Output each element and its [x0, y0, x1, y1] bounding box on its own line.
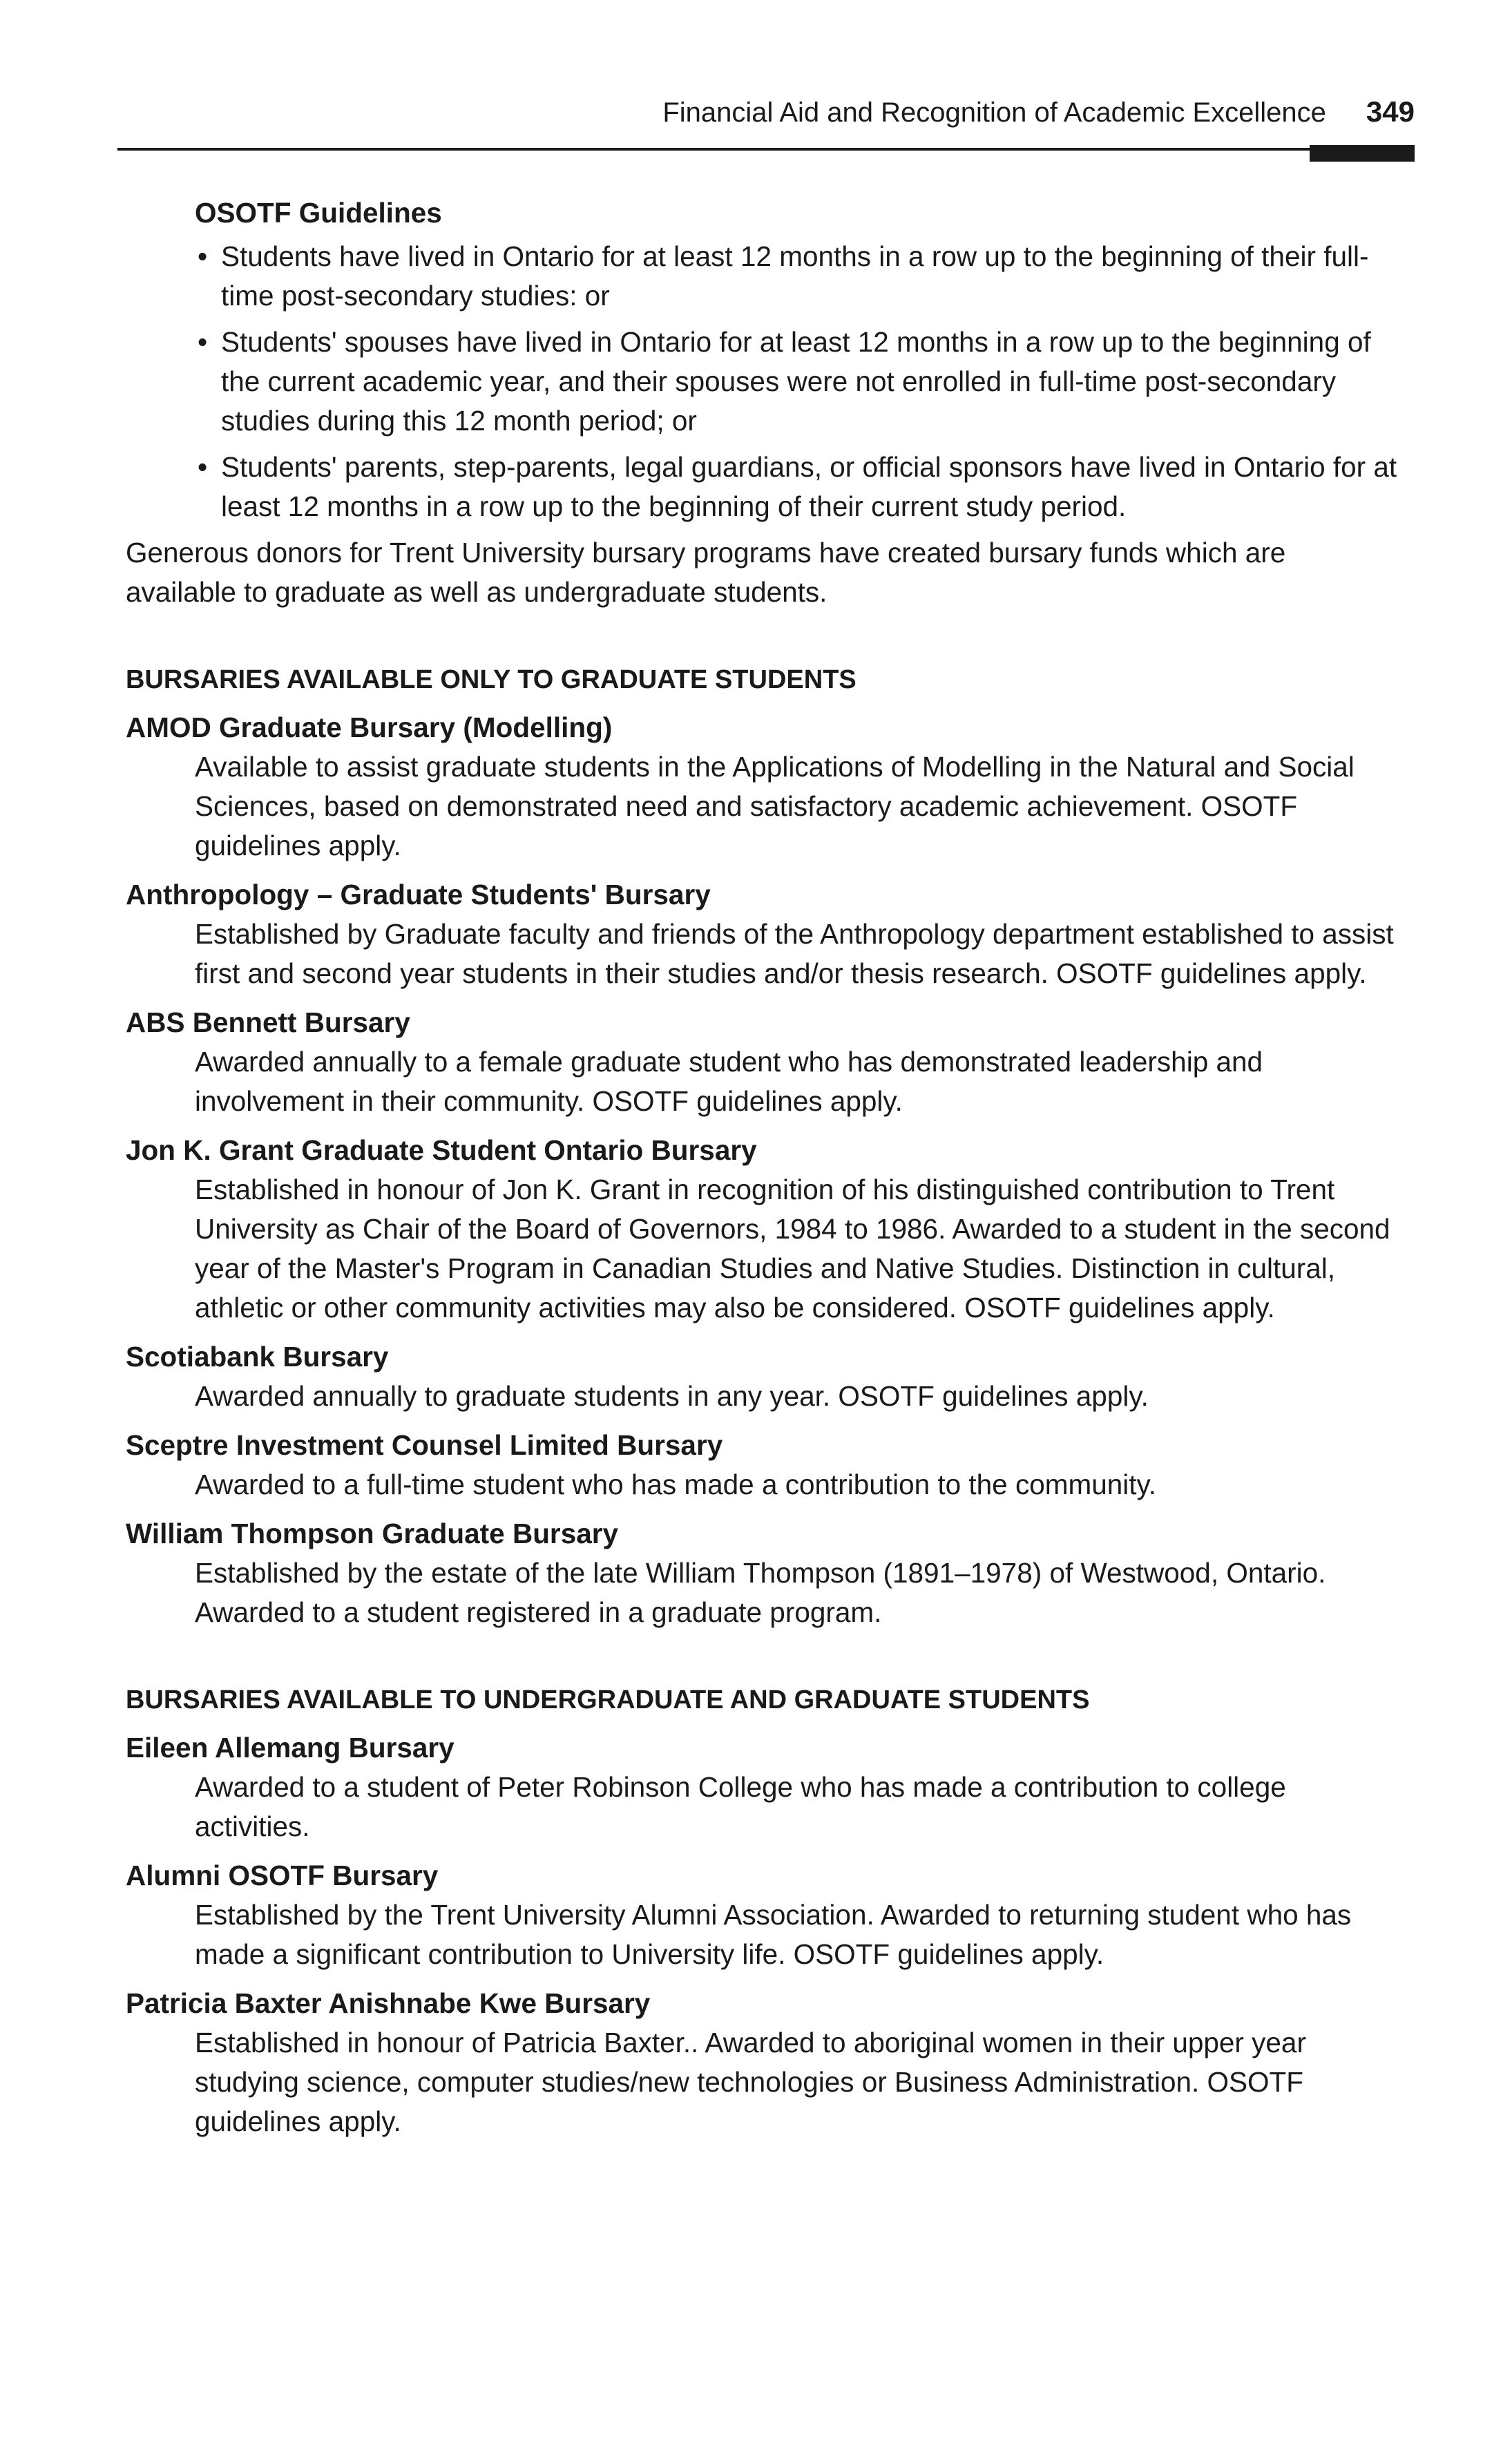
- bursary-name: Sceptre Investment Counsel Limited Bursary: [126, 1429, 723, 1461]
- bursary-description: Established in honour of Jon K. Grant in recognition of his distinguished contribution to Trent University as Chair of the Board of Governors, 1984 to 1986. Awarded to a student in the second year of the Master's Program in Canadian Studies and Native Studies. Distinction in cultural, athletic or other community activities may also be considered. OSOTF guidelines apply.: [195, 1174, 1390, 1323]
- running-head: [117, 95, 1415, 128]
- bullet-marker: •: [198, 451, 208, 483]
- bursary-name: Eileen Allemang Bursary: [126, 1732, 454, 1764]
- bursary-description: Established by Graduate faculty and friends of the Anthropology department established to assist first and second year students in their studies and/or thesis research. OSOTF guidelines apply.: [195, 918, 1394, 989]
- osotf-item: [195, 448, 1404, 526]
- bursary-entry: [126, 1514, 1404, 1632]
- bursary-name: William Thompson Graduate Bursary: [126, 1518, 619, 1549]
- bursary-name: Jon K. Grant Graduate Student Ontario Bursary: [126, 1134, 757, 1166]
- bullet-marker: •: [198, 326, 208, 358]
- bursary-name: AMOD Graduate Bursary (Modelling): [126, 711, 613, 743]
- osotf-item: [195, 323, 1404, 441]
- header-rule: [117, 148, 1415, 151]
- page-body: [126, 193, 1404, 2151]
- bursary-description: Established by the Trent University Alumni Association. Awarded to returning student who has made a significant contribution to University life. OSOTF guidelines apply.: [195, 1899, 1352, 1970]
- bursary-description: Awarded to a student of Peter Robinson College who has made a contribution to college activities.: [195, 1771, 1286, 1842]
- bursary-description: Awarded annually to a female graduate student who has demonstrated leadership and involvement in their community. OSOTF guidelines apply.: [195, 1046, 1263, 1117]
- bursary-description: Established in honour of Patricia Baxter.. Awarded to aboriginal women in their upper year studying science, computer studies/new technologies or Business Administration. OSOTF guidelines apply.: [195, 2027, 1306, 2137]
- intro-paragraph: Generous donors for Trent University bursary programs have created bursary funds which are available to graduate as well as undergraduate students.: [126, 537, 1286, 608]
- bursary-entry: [126, 1426, 1404, 1504]
- osotf-item: [195, 237, 1404, 316]
- bursary-entry: [126, 1131, 1404, 1328]
- osotf-heading: OSOTF Guidelines: [195, 197, 442, 229]
- osotf-item-text: Students have lived in Ontario for at least 12 months in a row up to the beginning of their full-time post-secondary studies: or: [221, 240, 1369, 312]
- header-rule-tab: [1310, 145, 1415, 162]
- section-heading-undergrad-grad: BURSARIES AVAILABLE TO UNDERGRADUATE AND GRADUATE STUDENTS: [126, 1685, 1090, 1714]
- bursary-entry: [126, 1003, 1404, 1121]
- bursary-name: Anthropology – Graduate Students' Bursary: [126, 879, 711, 910]
- bursary-entry: [126, 1728, 1404, 1846]
- osotf-item-text: Students' spouses have lived in Ontario for at least 12 months in a row up to the beginning of the current academic year, and their spouses were not enrolled in full-time post-secondary studies during this 12 month period; or: [221, 326, 1371, 437]
- bursary-description: Established by the estate of the late William Thompson (1891–1978) of Westwood, Ontario. Awarded to a student registered in a graduate program.: [195, 1557, 1326, 1628]
- bursary-description: Awarded to a full-time student who has made a contribution to the community.: [195, 1469, 1156, 1500]
- bursary-description: Awarded annually to graduate students in any year. OSOTF guidelines apply.: [195, 1380, 1149, 1412]
- bullet-marker: •: [198, 240, 208, 272]
- bursary-entry: [126, 1984, 1404, 2141]
- bursary-entry: [126, 875, 1404, 993]
- bursary-name: ABS Bennett Bursary: [126, 1006, 410, 1038]
- running-title: Financial Aid and Recognition of Academic Excellence: [662, 97, 1326, 128]
- bursary-name: Scotiabank Bursary: [126, 1341, 389, 1373]
- bursary-name: Patricia Baxter Anishnabe Kwe Bursary: [126, 1987, 651, 2019]
- bursary-name: Alumni OSOTF Bursary: [126, 1860, 439, 1891]
- bursary-entry: [126, 1337, 1404, 1416]
- osotf-list: [126, 237, 1404, 526]
- bursary-entry: [126, 1856, 1404, 1974]
- page-number: 349: [1366, 95, 1415, 128]
- osotf-item-text: Students' parents, step-parents, legal guardians, or official sponsors have lived in Ontario for at least 12 months in a row up to the beginning of their current study period.: [221, 451, 1397, 522]
- bursary-entry: [126, 708, 1404, 866]
- section-heading-graduate: BURSARIES AVAILABLE ONLY TO GRADUATE STUDENTS: [126, 665, 857, 694]
- bursary-description: Available to assist graduate students in the Applications of Modelling in the Natural and Social Sciences, based on demonstrated need and satisfactory academic achievement. OSOTF guidelines apply.: [195, 751, 1355, 861]
